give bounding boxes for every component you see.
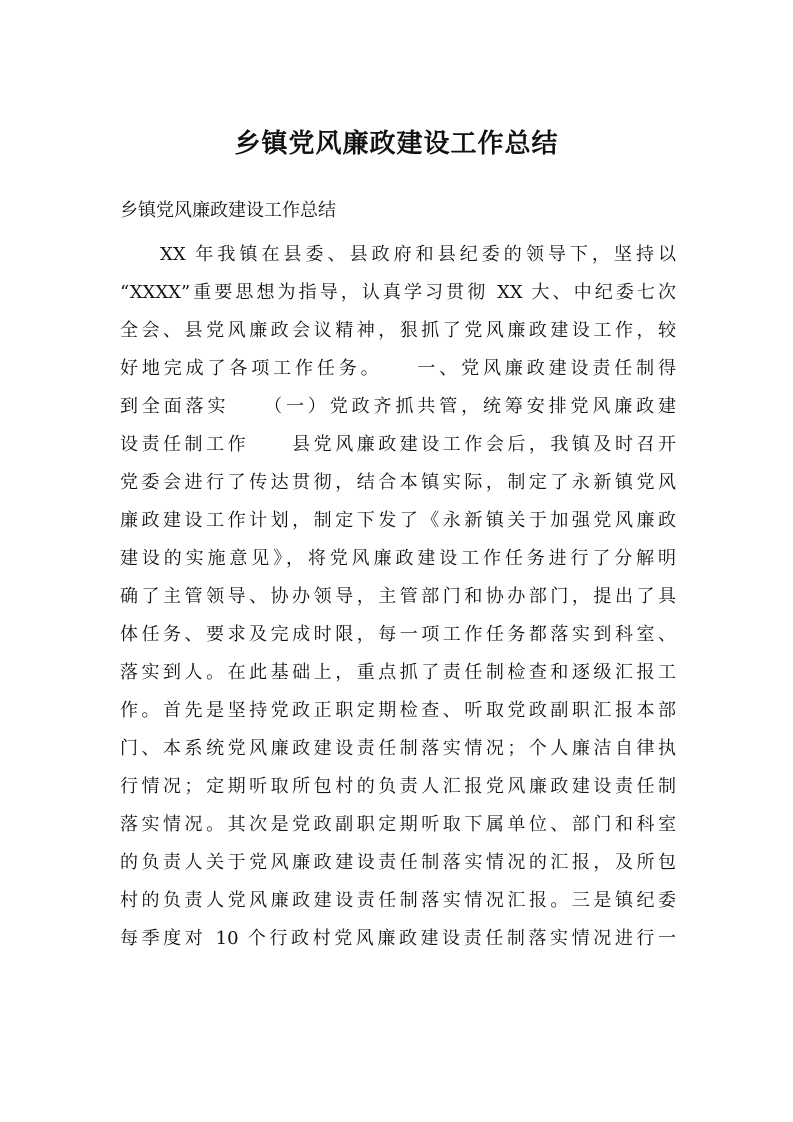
body-line: 全会、县党风廉政会议精神，狠抓了党风廉政建设工作，较 — [120, 320, 676, 341]
body-line: 廉政建设工作计划，制定下发了《永新镇关于加强党风廉政 — [120, 510, 676, 531]
body-line: 村的负责人党风廉政建设责任制落实情况汇报。三是镇纪委 — [120, 890, 676, 911]
document-title: 乡镇党风廉政建设工作总结 — [234, 129, 559, 159]
body-line: 落实到人。在此基础上，重点抓了责任制检查和逐级汇报工 — [120, 662, 676, 683]
body-line: 每季度对 10 个行政村党风廉政建设责任制落实情况进行一 — [120, 928, 676, 949]
body-line: 党委会进行了传达贯彻，结合本镇实际，制定了永新镇党风 — [120, 472, 676, 493]
body-line: 设责任制工作 县党风廉政建设工作会后，我镇及时召开 — [120, 434, 676, 455]
body-line: 行情况；定期听取所包村的负责人汇报党风廉政建设责任制 — [120, 776, 676, 797]
body-line: 好地完成了各项工作任务。 一、党风廉政建设责任制得 — [120, 358, 676, 379]
body-line: XX 年我镇在县委、县政府和县纪委的领导下，坚持以 — [160, 244, 676, 265]
body-line: 门、本系统党风廉政建设责任制落实情况；个人廉洁自律执 — [120, 738, 676, 759]
document-body — [120, 236, 676, 958]
body-line: 落实情况。其次是党政副职定期听取下属单位、部门和科室 — [120, 814, 676, 835]
body-line: 作。首先是坚持党政正职定期检查、听取党政副职汇报本部 — [120, 700, 676, 721]
document-subtitle: 乡镇党风廉政建设工作总结 — [120, 200, 336, 221]
body-line: “XXXX”重要思想为指导，认真学习贯彻 XX 大、中纪委七次 — [120, 282, 676, 303]
body-line: 的负责人关于党风廉政建设责任制落实情况的汇报，及所包 — [120, 852, 676, 873]
body-line: 体任务、要求及完成时限，每一项工作任务都落实到科室、 — [120, 624, 676, 645]
body-line: 到全面落实 （一）党政齐抓共管，统筹安排党风廉政建 — [120, 396, 676, 417]
body-line: 确了主管领导、协办领导，主管部门和协办部门，提出了具 — [120, 586, 676, 607]
body-line: 建设的实施意见》，将党风廉政建设工作任务进行了分解明 — [120, 548, 676, 569]
